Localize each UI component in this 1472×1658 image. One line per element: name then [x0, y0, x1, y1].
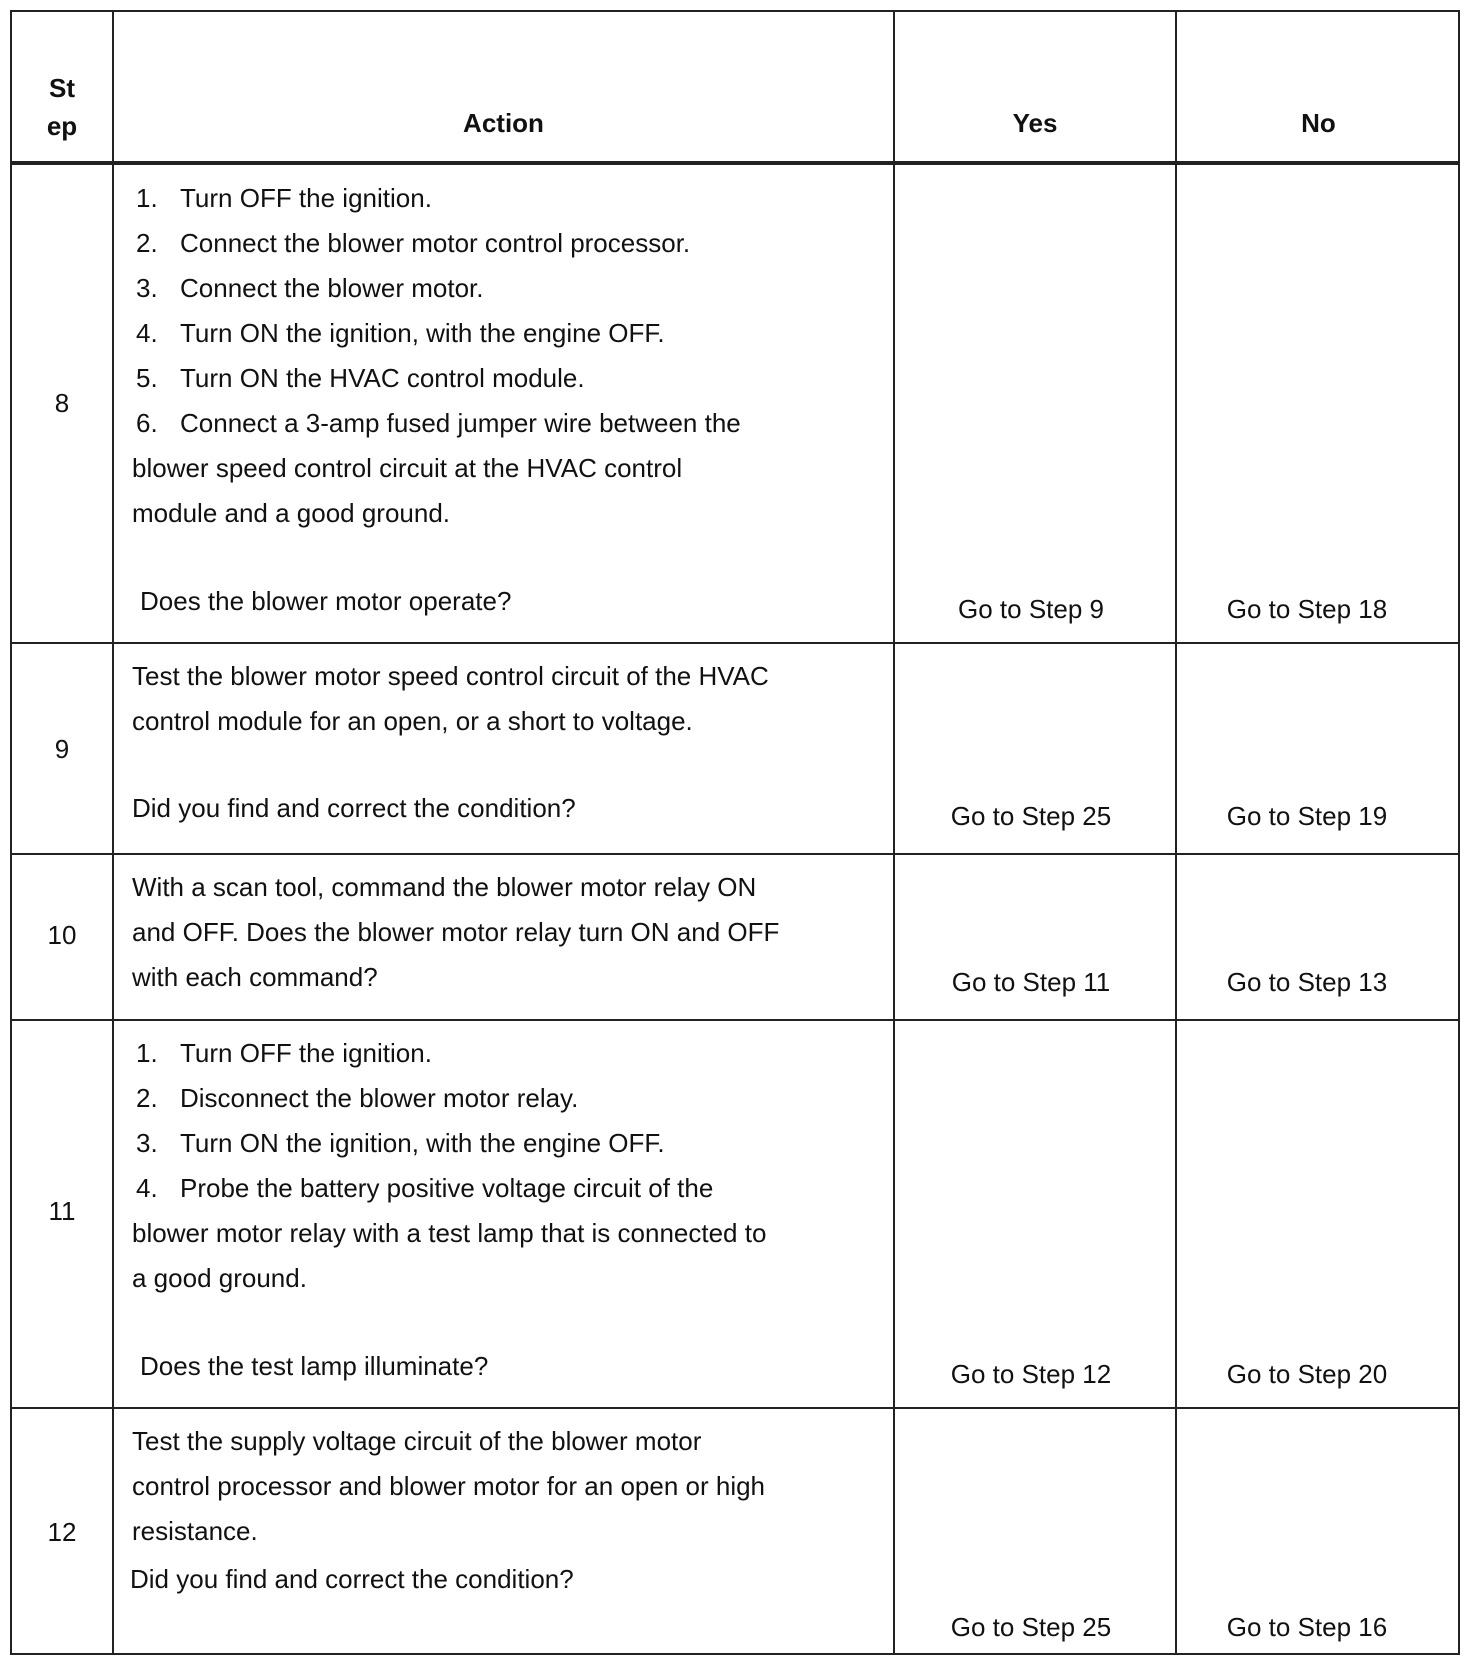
no-cell: Go to Step 18 — [1226, 594, 1388, 624]
action-line: Test the supply voltage circuit of the blower motor — [132, 1426, 702, 1456]
action-cell — [132, 176, 882, 536]
question: Did you find and correct the condition? — [130, 1564, 574, 1594]
header-action: Action — [463, 108, 544, 138]
question: Does the blower motor operate? — [140, 586, 512, 616]
diagnostic-table — [10, 10, 1460, 1655]
action-cell — [132, 1419, 882, 1554]
row-divider — [12, 853, 1458, 855]
yes-cell: Go to Step 25 — [950, 801, 1112, 831]
list-item: 6. Connect a 3-amp fused jumper wire between the — [136, 408, 741, 438]
list-item: 1. Turn OFF the ignition. — [136, 1038, 432, 1068]
yes-cell: Go to Step 12 — [950, 1359, 1112, 1389]
action-cell — [132, 1031, 882, 1301]
list-item: 2. Disconnect the blower motor relay. — [136, 1083, 579, 1113]
action-line: blower speed control circuit at the HVAC control — [132, 453, 683, 483]
list-item: 2. Connect the blower motor control processor. — [136, 228, 691, 258]
row-divider — [12, 1019, 1458, 1021]
yes-cell: Go to Step 9 — [958, 594, 1104, 624]
row-divider — [12, 1407, 1458, 1409]
action-line: a good ground. — [132, 1263, 307, 1293]
no-cell: Go to Step 16 — [1226, 1612, 1388, 1642]
list-item: 4. Turn ON the ignition, with the engine OFF. — [136, 318, 665, 348]
action-line: control processor and blower motor for an open or high — [132, 1471, 766, 1501]
action-line: Test the blower motor speed control circuit of the HVAC — [132, 661, 769, 691]
yes-cell: Go to Step 25 — [950, 1612, 1112, 1642]
no-cell: Go to Step 13 — [1226, 967, 1388, 997]
step-number: 10 — [47, 920, 77, 950]
list-item: 3. Connect the blower motor. — [136, 273, 484, 303]
no-cell: Go to Step 20 — [1226, 1359, 1388, 1389]
list-item: 5. Turn ON the HVAC control module. — [136, 363, 585, 393]
action-line: resistance. — [132, 1516, 258, 1546]
no-cell: Go to Step 19 — [1226, 801, 1388, 831]
step-number: 11 — [48, 1196, 76, 1226]
question: Does the test lamp illuminate? — [140, 1351, 489, 1381]
question: Did you find and correct the condition? — [132, 793, 576, 823]
yes-cell: Go to Step 11 — [951, 967, 1111, 997]
action-line: with each command? — [132, 962, 378, 992]
header-step: St ep — [46, 73, 78, 141]
list-item: 4. Probe the battery positive voltage circuit of the — [136, 1173, 714, 1203]
action-line: and OFF. Does the blower motor relay turn ON and OFF — [132, 917, 780, 947]
action-line: blower motor relay with a test lamp that is connected to — [132, 1218, 767, 1248]
list-item: 3. Turn ON the ignition, with the engine OFF. — [136, 1128, 665, 1158]
action-line: control module for an open, or a short to voltage. — [132, 706, 693, 736]
action-line: With a scan tool, command the blower motor relay ON — [132, 872, 757, 902]
row-divider — [12, 642, 1458, 644]
header-no: No — [1301, 108, 1336, 138]
header-divider — [12, 161, 1458, 165]
action-cell — [132, 654, 882, 744]
list-item: 1. Turn OFF the ignition. — [136, 183, 432, 213]
action-cell — [132, 865, 882, 1000]
step-number: 9 — [54, 734, 70, 764]
action-line: module and a good ground. — [132, 498, 451, 528]
header-yes: Yes — [1012, 108, 1058, 138]
step-number: 12 — [47, 1517, 77, 1547]
step-number: 8 — [54, 388, 70, 418]
